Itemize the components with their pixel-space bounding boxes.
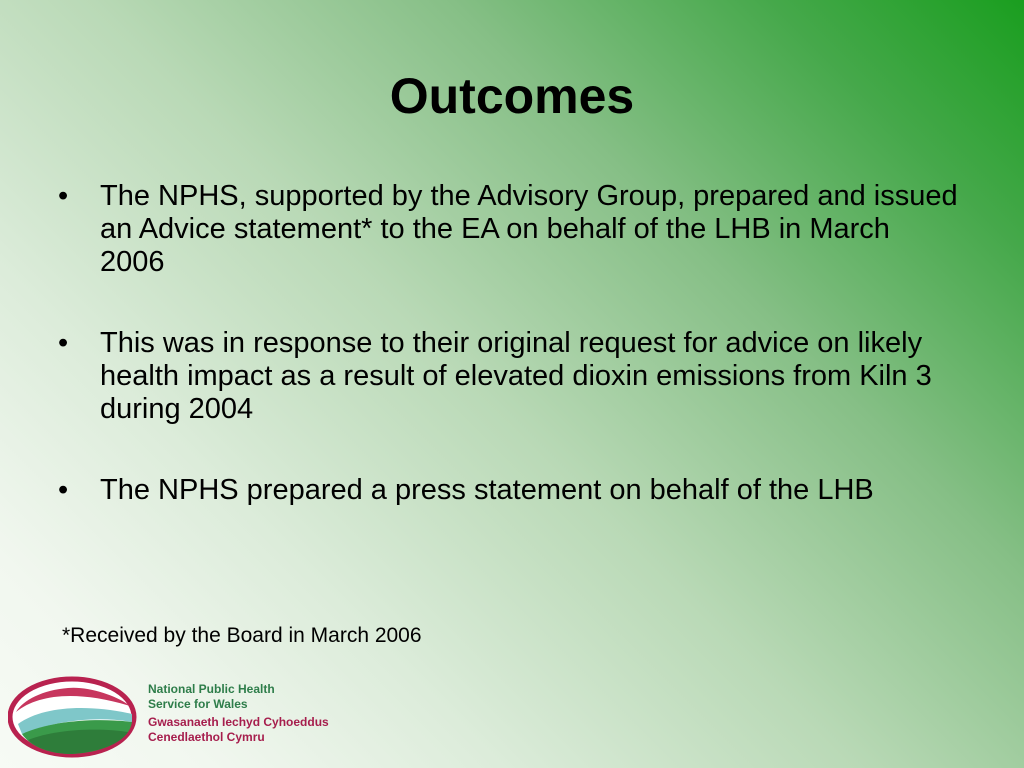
bullet-item (58, 474, 958, 507)
bullet-item (58, 180, 958, 279)
bullet-marker: • (58, 474, 69, 506)
slide-title: Outcomes (389, 68, 635, 124)
logo-welsh-line-1: Gwasanaeth Iechyd Cyhoeddus (148, 715, 329, 729)
bullet-marker: • (58, 327, 69, 359)
footnote: *Received by the Board in March 2006 (62, 624, 422, 647)
bullet-text: The NPHS prepared a press statement on behalf of the LHB (100, 474, 874, 506)
bullet-text: This was in response to their original request for advice on likely health impact as a result of elevated dioxin emissions from Kiln 3 during 2004 (100, 327, 932, 425)
bullet-list (58, 180, 958, 555)
nphs-logo (8, 676, 338, 758)
bullet-marker: • (58, 180, 69, 212)
logo-english-line-2: Service for Wales (148, 697, 248, 711)
nphs-emblem-icon (8, 676, 140, 758)
bullet-text: The NPHS, supported by the Advisory Group, prepared and issued an Advice statement* to the EA on behalf of the LHB in March 2006 (100, 180, 958, 278)
logo-welsh-line-2: Cenedlaethol Cymru (148, 730, 265, 744)
logo-welsh-block (148, 715, 329, 745)
logo-english-line-1: National Public Health (148, 682, 275, 696)
logo-text (148, 682, 329, 745)
bullet-item (58, 327, 958, 426)
